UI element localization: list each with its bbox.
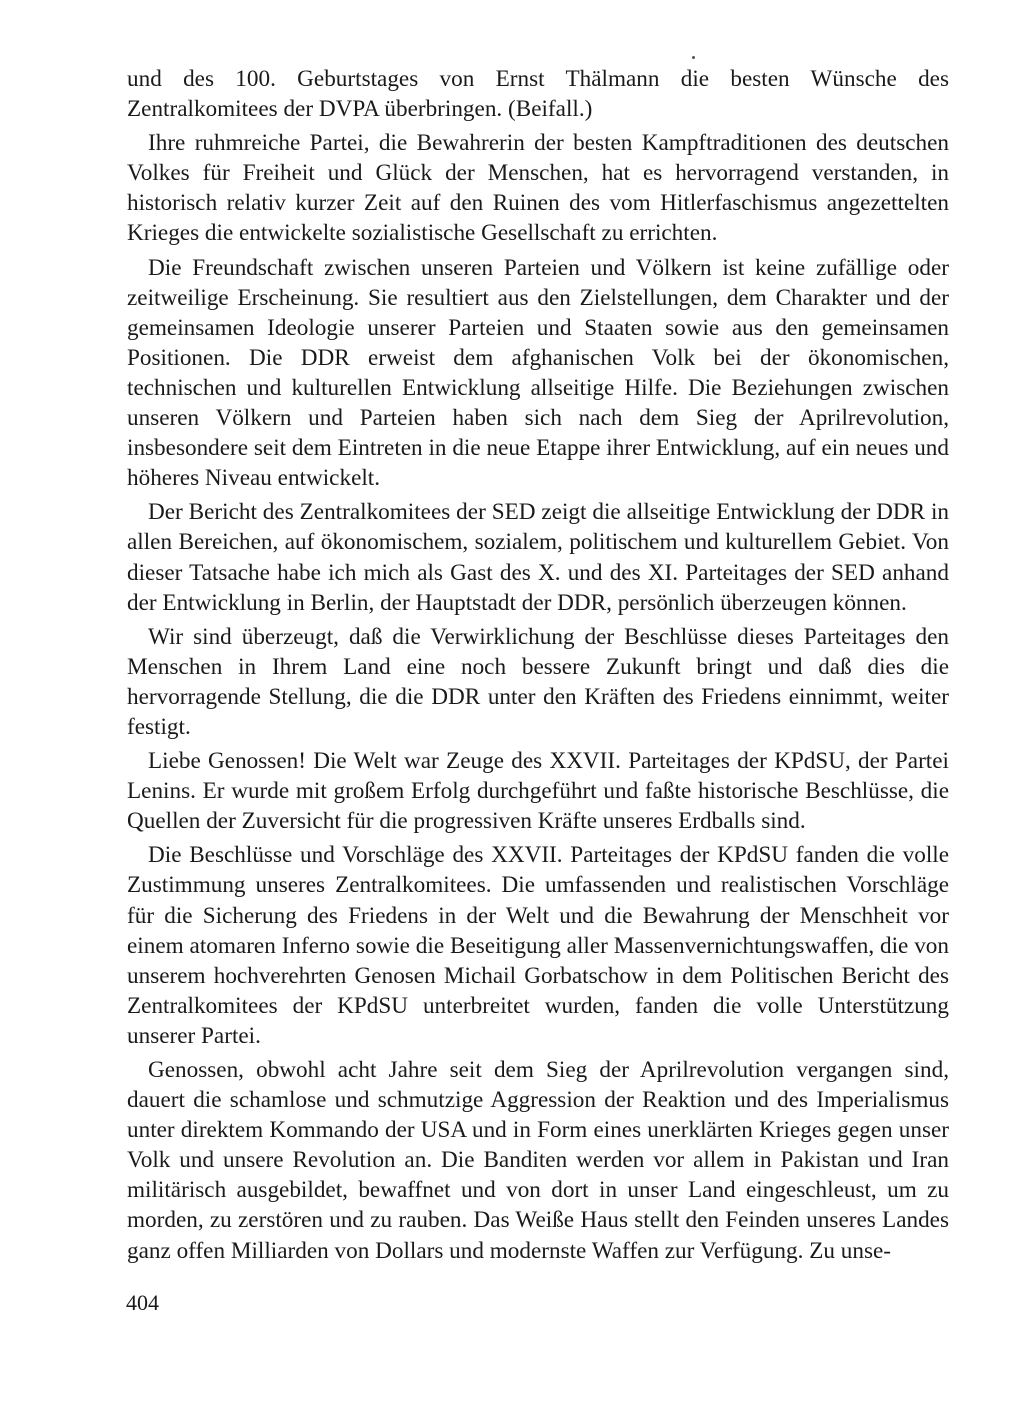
page-number: 404	[126, 1290, 159, 1315]
page-body	[127, 64, 949, 1270]
paragraph-2: Ihre ruhmreiche Partei, die Bewahrerin der besten Kampftraditionen des deutschen Volkes für Freiheit und Glück der Menschen, hat es hervorragend verstanden, in historisch relativ kurzer Zeit auf den Ruinen des vom Hitlerfaschismus angezettelten Krieges die entwickelte sozialistische Gesellschaft zu errichten.	[127, 130, 949, 247]
paragraph-8: Genossen, obwohl acht Jahre seit dem Sieg der Aprilrevolution vergangen sind, dauert die schamlose und schmutzige Aggression der Reaktion und des Imperialismus unter direktem Kommando der USA und in Form eines unerklärten Krieges gegen unser Volk und unsere Revolution an. Die Banditen werden vor allem in Pakistan und Iran militärisch ausgebildet, bewaffnet und von dort in unser Land eingeschleust, um zu morden, zu zerstören und zu rauben. Das Weiße Haus stellt den Feinden unseres Landes ganz offen Milliarden von Dollars und modernste Waffen zur Verfügung. Zu unse-	[127, 1057, 949, 1264]
paragraph-6: Liebe Genossen! Die Welt war Zeuge des XXVII. Parteitages der KPdSU, der Partei Lenins. Er wurde mit großem Erfolg durchgeführt und faßte historische Beschlüsse, die Quellen der Zuversicht für die progressiven Kräfte unseres Erdballs sind.	[127, 748, 949, 835]
paragraph-4: Der Bericht des Zentralkomitees der SED zeigt die allseitige Entwicklung der DDR in allen Bereichen, auf ökonomischem, sozialem, politischem und kulturellem Gebiet. Von dieser Tatsache habe ich mich als Gast des X. und des XI. Parteitages der SED anhand der Entwicklung in Berlin, der Hauptstadt der DDR, persönlich überzeugen können.	[127, 499, 949, 616]
paragraph-1: und des 100. Geburtstages von Ernst Thälmann die besten Wünsche des Zentralkomitees der DVPA überbringen. (Beifall.)	[127, 66, 949, 123]
paragraph-5: Wir sind überzeugt, daß die Verwirklichung der Beschlüsse dieses Parteitages den Menschen in Ihrem Land eine noch bessere Zukunft bringt und daß dies die hervorragende Stellung, die die DDR unter den Kräften des Friedens einnimmt, weiter festigt.	[127, 623, 949, 740]
scan-speck	[692, 56, 695, 59]
paragraph-7: Die Beschlüsse und Vorschläge des XXVII. Parteitages der KPdSU fanden die volle Zustimmung unseres Zentralkomitees. Die umfassenden und realistischen Vorschläge für die Sicherung des Friedens in der Welt und die Bewahrung der Menschheit vor einem atomaren Inferno sowie die Beseitigung aller Massenvernichtungswaffen, die von unserem hochverehrten Genosen Michail Gorbatschow in dem Politischen Bericht des Zentralkomitees der KPdSU unterbreitet wurden, fanden die volle Unterstützung unserer Partei.	[127, 842, 949, 1049]
paragraph-3: Die Freundschaft zwischen unseren Parteien und Völkern ist keine zufällige oder zeitweilige Erscheinung. Sie resultiert aus den Zielstellungen, dem Charakter und der gemeinsamen Ideologie unserer Parteien und Staaten sowie aus den gemeinsamen Positionen. Die DDR erweist dem afghanischen Volk bei der ökonomischen, technischen und kulturellen Entwicklung allseitige Hilfe. Die Beziehungen zwischen unseren Völkern und Parteien haben sich nach dem Sieg der Aprilrevolution, insbesondere seit dem Eintreten in die neue Etappe ihrer Entwicklung, auf ein neues und höheres Niveau entwickelt.	[127, 254, 949, 492]
